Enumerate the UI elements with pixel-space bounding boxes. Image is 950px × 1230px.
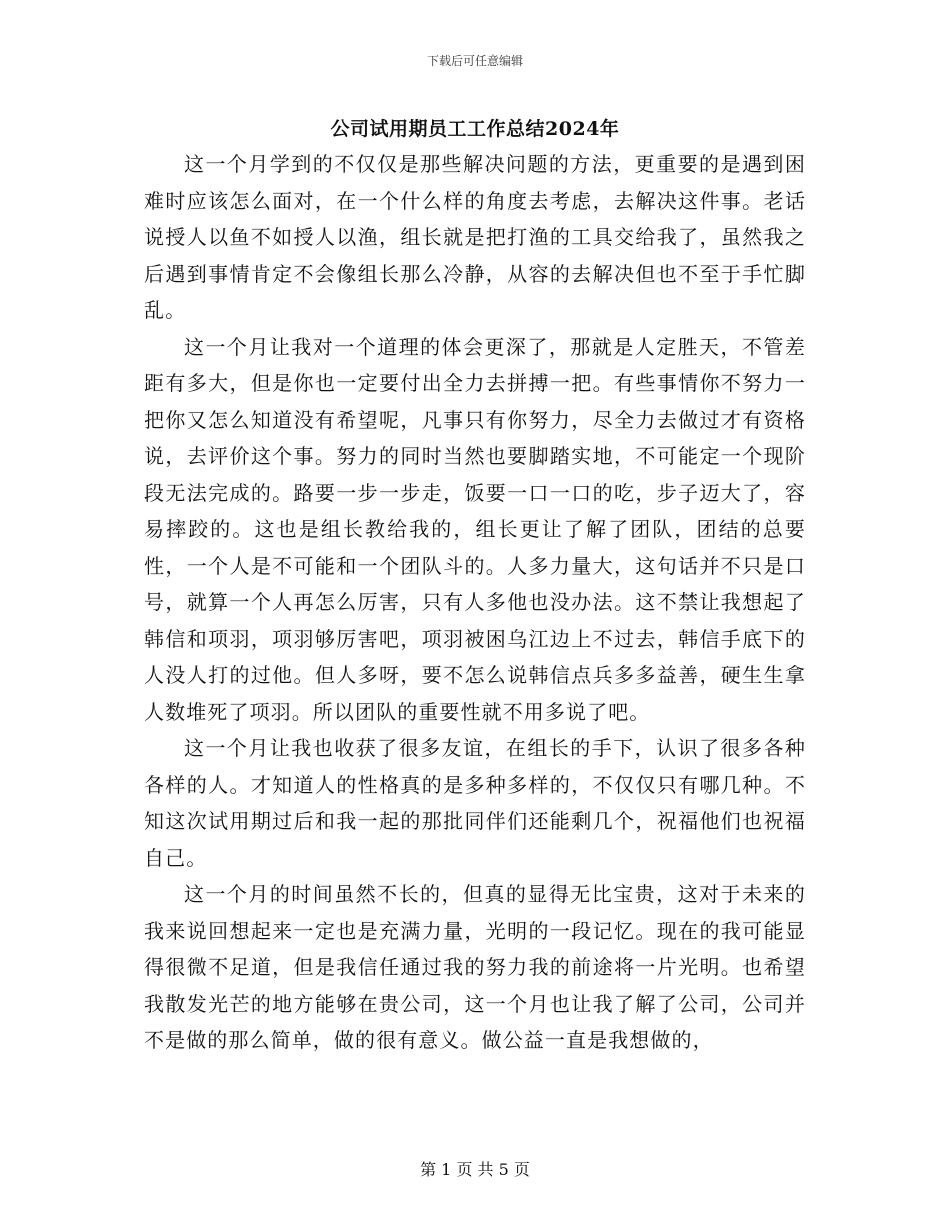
- page-number: 第 1 页 共 5 页: [420, 1160, 530, 1179]
- paragraph: 这一个月让我对一个道理的体会更深了，那就是人定胜天，不管差距有多大，但是你也一定要付出全力去拼搏一把。有些事情你不努力一把你又怎么知道没有希望呢，凡事只有你努力，尽全力去做过才有资格说，去评价这个事。努力的同时当然也要脚踏实地，不可能定一个现阶段无法完成的。路要一步一步走，饭要一口一口的吃，步子迈大了，容易摔跤的。这也是组长教给我的，组长更让了解了团队，团结的总要性，一个人是不可能和一个团队斗的。人多力量大，这句话并不只是口号，就算一个人再怎么厉害，只有人多他也没办法。这不禁让我想起了韩信和项羽，项羽够厉害吧，项羽被困乌江边上不过去，韩信手底下的人没人打的过他。但人多呀，要不怎么说韩信点兵多多益善，硬生生拿人数堆死了项羽。所以团队的重要性就不用多说了吧。: [144, 334, 806, 724]
- paragraph: 这一个月的时间虽然不长的，但真的显得无比宝贵，这对于未来的我来说回想起来一定也是充满力量，光明的一段记忆。现在的我可能显得很微不足道，但是我信任通过我的努力我的前途将一片光明。也希望我散发光芒的地方能够在贵公司，这一个月也让我了解了公司，公司并不是做的那么简单，做的很有意义。做公益一直是我想做的，: [144, 882, 806, 1052]
- document-title: 公司试用期员工工作总结2024年: [330, 118, 620, 140]
- document-body: [144, 146, 806, 1059]
- paragraph: 这一个月让我也收获了很多友谊，在组长的手下，认识了很多各种各样的人。才知道人的性格真的是多种多样的，不仅仅只有哪几种。不知这次试用期过后和我一起的那批同伴们还能剩几个，祝福他们也祝福自己。: [144, 736, 806, 870]
- paragraph: 这一个月学到的不仅仅是那些解决问题的方法，更重要的是遇到困难时应该怎么面对，在一个什么样的角度去考虑，去解决这件事。老话说授人以鱼不如授人以渔，组长就是把打渔的工具交给我了，虽然我之后遇到事情肯定不会像组长那么冷静，从容的去解决但也不至于手忙脚乱。: [144, 152, 806, 322]
- page-header-note: 下载后可任意编辑: [426, 54, 523, 68]
